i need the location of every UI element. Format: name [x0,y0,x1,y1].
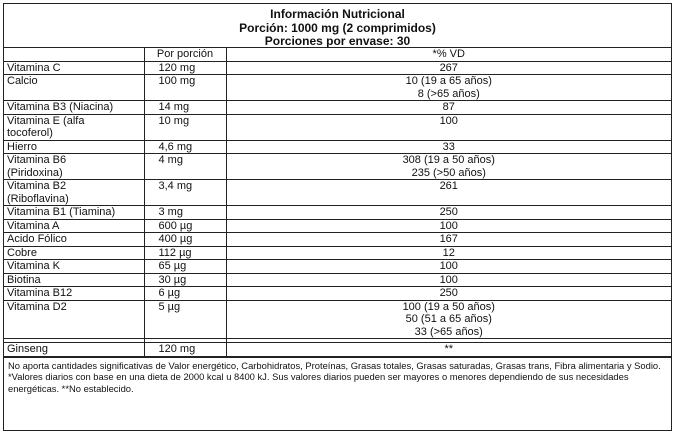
nutrient-name-line: Vitamina B2 [7,180,67,192]
nutrient-vd [226,260,671,274]
nutrient-vd [226,75,671,101]
nutrient-vd [226,101,671,115]
nutrient-vd-line: 250 [439,206,458,218]
nutrient-name-line: Vitamina D2 [7,300,67,313]
nutrient-amount: 6 µg [144,287,226,301]
nutrition-header [4,4,671,48]
table-row [4,260,671,274]
nutrient-vd [226,154,671,180]
nutrient-name-line: Cobre [7,246,37,259]
nutrient-vd-line: 267 [439,61,458,74]
servings-line: Porciones por envase: 30 [264,34,411,48]
nutrient-name-line: Vitamina B6 [7,154,67,166]
table-row [4,219,671,233]
nutrition-facts-panel [3,3,672,431]
nutrient-amount: 10 mg [144,114,226,140]
header-vd: *% VD [226,48,671,61]
nutrient-vd [226,300,671,339]
nutrient-amount: 600 µg [144,219,226,233]
nutrient-amount: 120 mg [144,61,226,75]
table-row [4,206,671,220]
nutrient-vd-line: 235 (>50 años) [411,166,486,179]
nutrient-name [4,61,144,75]
nutrient-vd-line: 250 [439,287,458,299]
nutrient-vd-line: 8 (>65 años) [417,87,480,100]
nutrient-name-line: Calcio [7,75,38,87]
nutrient-vd-line: 50 (51 a 65 años) [405,313,492,325]
nutrient-amount: 5 µg [144,300,226,339]
nutrient-amount: 100 mg [144,75,226,101]
table-row [4,154,671,180]
nutrient-vd [226,114,671,140]
nutrient-name [4,273,144,287]
nutrient-name [4,260,144,274]
nutrient-vd [226,180,671,206]
table-row [4,287,671,301]
nutrient-vd [226,140,671,154]
nutrient-name-line: Acido Fólico [7,233,67,245]
nutrient-name [4,300,144,339]
nutrition-title: Información Nutricional [270,7,405,21]
nutrient-name [4,154,144,180]
header-amount: Por porción [144,48,226,61]
nutrient-vd [226,233,671,247]
nutrient-name-line: Vitamina C [7,61,61,74]
nutrient-name-line: Vitamina K [7,260,60,272]
nutrient-amount: 4 mg [144,154,226,180]
nutrient-vd [226,273,671,287]
table-header-row [4,48,671,61]
table-row [4,246,671,260]
nutrient-vd [226,206,671,220]
nutrient-amount: 30 µg [144,273,226,287]
nutrient-name-line: Vitamina B3 (Niacina) [7,101,114,113]
nutrient-name [4,219,144,233]
nutrient-amount: 14 mg [144,101,226,115]
nutrient-name [4,206,144,220]
header-nutrient [4,48,144,61]
nutrient-vd-line: 100 [439,260,458,272]
nutrient-table [4,48,671,357]
table-row [4,180,671,206]
nutrient-name-line: (Riboflavina) [7,192,69,205]
table-row [4,140,671,154]
footnote: No aporta cantidades significativas de Valor energético, Carbohidratos, Proteínas, Grasas totales, Grasas saturadas, Grasas trans, Fibra alimentaria y Sodio. *Valores diarios con base en una dieta de 2000 kcal u 8400 kJ. Sus valores diarios pueden ser mayores o menores dependiendo de sus necesidades energéticas. **No establecido. [4,357,671,395]
nutrient-rows [4,61,671,339]
nutrient-amount: 65 µg [144,260,226,274]
nutrient-vd-line: 12 [442,246,455,259]
nutrient-vd: ** [226,343,671,357]
nutrient-amount: 3,4 mg [144,180,226,206]
nutrient-name [4,75,144,101]
nutrient-vd-line: 33 (>65 años) [414,325,483,338]
nutrient-vd-line: 10 (19 a 65 años) [405,75,492,87]
table-row [4,75,671,101]
nutrient-name-line: Hierro [7,140,37,153]
nutrient-name [4,180,144,206]
nutrient-vd [226,61,671,75]
portion-line: Porción: 1000 mg (2 comprimidos) [239,20,436,35]
nutrient-name-line: Vitamina B1 (Tiamina) [7,206,116,218]
nutrient-vd-line: 87 [442,101,455,113]
nutrient-name [4,114,144,140]
nutrient-vd [226,246,671,260]
nutrient-name [4,140,144,154]
nutrient-amount: 400 µg [144,233,226,247]
nutrient-name-line: Biotina [7,273,41,286]
nutrient-name-line: tocoferol) [7,127,53,139]
table-row [4,233,671,247]
table-row [4,114,671,140]
nutrient-vd-line: 167 [439,233,458,245]
table-row [4,300,671,339]
nutrient-vd-line: 100 [439,114,458,127]
nutrient-vd-line: 100 [439,219,458,232]
table-row [4,101,671,115]
nutrient-vd-line: 33 [442,140,455,153]
nutrient-name [4,287,144,301]
table-row [4,343,671,357]
nutrient-name [4,233,144,247]
nutrient-name-line: Vitamina E (alfa [7,114,85,127]
table-row [4,61,671,75]
nutrient-amount: 112 µg [144,246,226,260]
nutrient-name [4,246,144,260]
nutrient-name-line: Vitamina B12 [7,287,73,299]
nutrient-vd-line: 100 (19 a 50 años) [402,300,495,313]
nutrient-amount: 120 mg [144,343,226,357]
nutrient-name: Ginseng [4,343,144,357]
nutrient-name-line: Vitamina A [7,219,60,232]
nutrient-amount: 3 mg [144,206,226,220]
nutrient-vd-line: 100 [439,273,458,286]
nutrient-name-line: (Piridoxina) [7,166,63,179]
table-row [4,273,671,287]
nutrient-vd [226,287,671,301]
nutrient-vd [226,219,671,233]
nutrient-vd-line: 261 [439,180,458,192]
nutrient-vd-line: 308 (19 a 50 años) [402,154,495,166]
nutrient-name [4,101,144,115]
nutrient-amount: 4,6 mg [144,140,226,154]
